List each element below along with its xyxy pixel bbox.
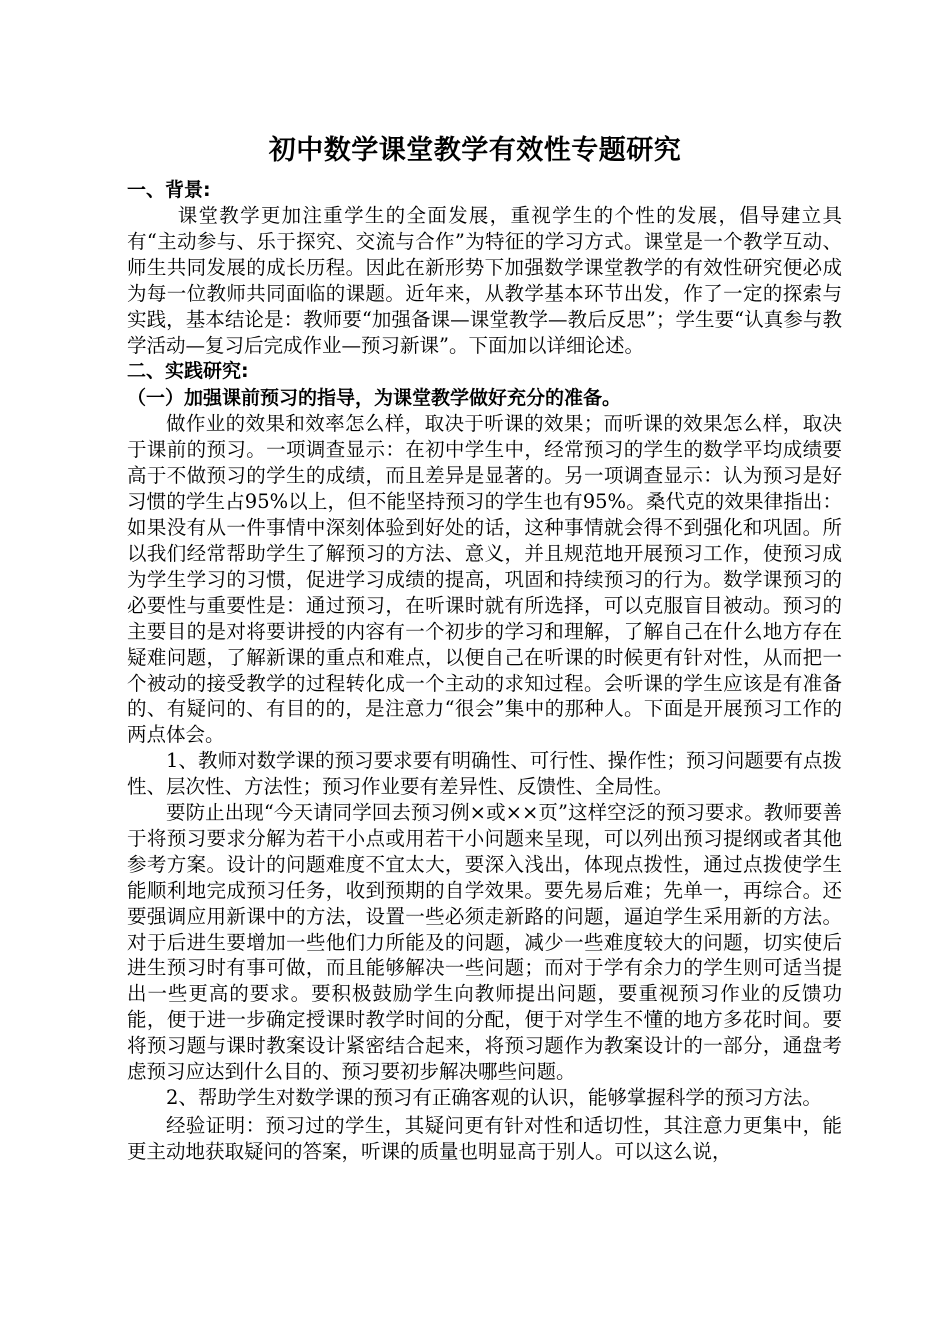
section-heading-background: 一、背景: (127, 179, 211, 201)
document-body (127, 177, 842, 1165)
preview-point-1: 1、教师对数学课的预习要求要有明确性、可行性、操作性；预习问题要有点拨性、层次性、方法性；预习作业要有差异性、反馈性、全局性。 (127, 749, 842, 799)
document-title: 初中数学课堂教学有效性专题研究 (268, 135, 682, 166)
preview-paragraph-3: 经验证明：预习过的学生，其疑问更有针对性和适切性，其注意力更集中，能更主动地获取疑问的答案，听课的质量也明显高于别人。可以这么说， (127, 1113, 842, 1163)
preview-point-2: 2、帮助学生对数学课的预习有正确客观的认识，能够掌握科学的预习方法。 (166, 1086, 822, 1109)
preview-paragraph-2: 要防止出现“今天请同学回去预习例×或××页”这样空泛的预习要求。教师要善于将预习要求分解为若干小点或用若干小问题来呈现，可以列出预习提纲或者其他参考方案。设计的问题难度不宜太大，要深入浅出，体现点拨性，通过点拨使学生能顺利地完成预习任务，收到预期的自学效果。要先易后难；先单一，再综合。还要强调应用新课中的方法，设置一些必须走新路的问题，逼迫学生采用新的方法。对于后进生要增加一些他们力所能及的问题，减少一些难度较大的问题，切实使后进生预习时有事可做，而且能够解决一些问题；而对于学有余力的学生则可适当提出一些更高的要求。要积极鼓励学生向教师提出问题，要重视预习作业的反馈功能，便于进一步确定授课时教学时间的分配，便于对学生不懂的地方多花时间。要将预习题与课时教案设计紧密结合起来，将预习题作为教案设计的一部分，通盘考虑预习应达到什么目的、预习要初步解决哪些问题。 (127, 801, 842, 1084)
subsection-heading-preview: （一）加强课前预习的指导，为课堂教学做好充分的准备。 (127, 387, 622, 410)
background-paragraph: 课堂教学更加注重学生的全面发展，重视学生的个性的发展，倡导建立具有“主动参与、乐于探究、交流与合作”为特征的学习方式。课堂是一个教学互动、师生共同发展的成长历程。因此在新形势下加强数学课堂教学的有效性研究便必成为每一位教师共同面临的课题。近年来，从教学基本环节出发，作了一定的探索与实践，基本结论是：教师要“加强备课—课堂教学—教后反思”；学生要“认真参与教学活动—复习后完成作业—预习新课”。下面加以详细论述。 (127, 204, 842, 357)
preview-paragraph-1: 做作业的效果和效率怎么样，取决于听课的效果；而听课的效果怎么样，取决于课前的预习。一项调查显示：在初中学生中，经常预习的学生的数学平均成绩要高于不做预习的学生的成绩，而且差异是显著的。另一项调查显示：认为预习是好习惯的学生占95%以上，但不能坚持预习的学生也有95%。桑代克的效果律指出：如果没有从一件事情中深刻体验到好处的话，这种事情就会得不到强化和巩固。所以我们经常帮助学生了解预习的方法、意义，并且规范地开展预习工作，使预习成为学生学习的习惯，促进学习成绩的提高，巩固和持续预习的行为。数学课预习的必要性与重要性是：通过预习，在听课时就有所选择，可以克服盲目被动。预习的主要目的是对将要讲授的内容有一个初步的学习和理解，了解自己在什么地方存在疑难问题，了解新课的重点和难点，以便自己在听课的时候更有针对性，从而把一个被动的接受教学的过程转化成一个主动的求知过程。会听课的学生应该是有准备的、有疑问的、有目的的，是注意力“很会”集中的那种人。下面是开展预习工作的两点体会。 (127, 412, 842, 747)
section-heading-practice: 二、实践研究: (127, 360, 249, 383)
